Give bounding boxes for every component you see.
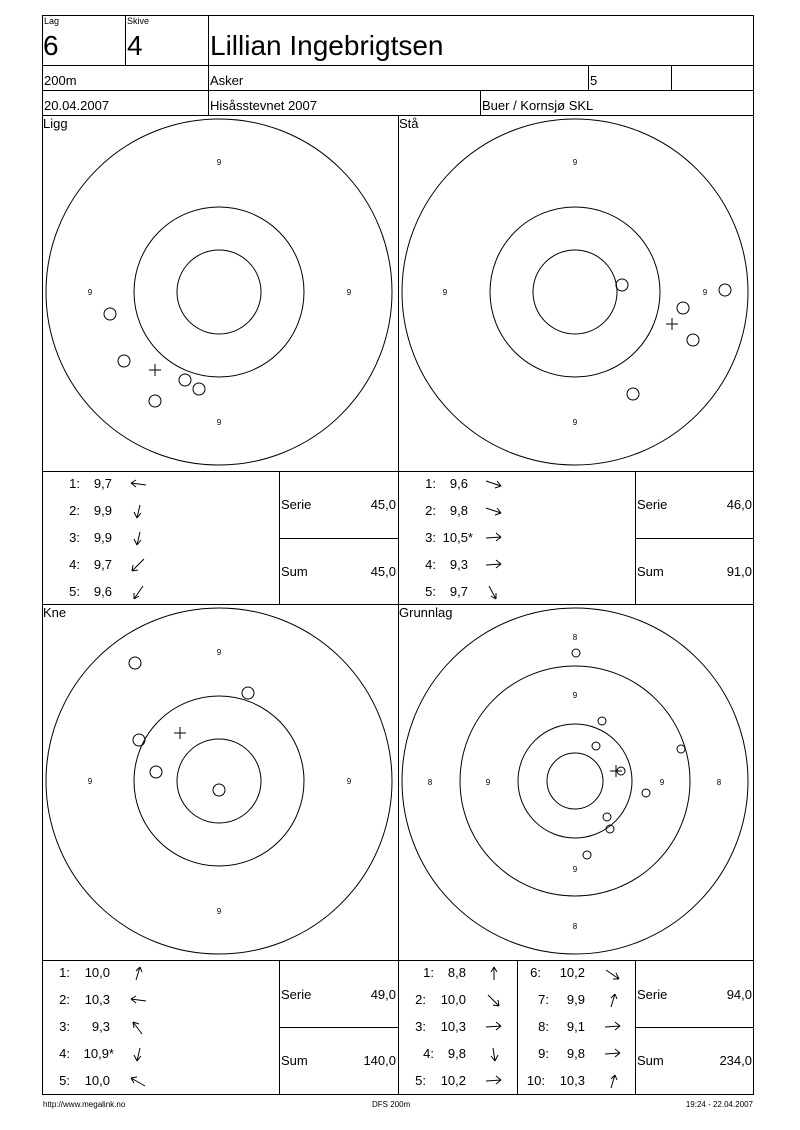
header-divider bbox=[125, 15, 126, 65]
arrow-left-icon bbox=[128, 992, 148, 1008]
header-divider bbox=[671, 65, 672, 90]
arrow-up-left-icon bbox=[128, 1073, 148, 1089]
serie-value: 46,0 bbox=[726, 497, 752, 512]
shot-value: 9,9 bbox=[93, 530, 112, 545]
ring-label: 8 bbox=[427, 778, 433, 787]
shot-number: 4: bbox=[423, 1046, 434, 1061]
arrow-down-right-icon bbox=[603, 965, 623, 981]
shot-number: 5: bbox=[415, 1073, 426, 1088]
sum-value: 234,0 bbox=[719, 1053, 752, 1068]
sum-value: 140,0 bbox=[363, 1053, 396, 1068]
distance: 200m bbox=[44, 73, 77, 88]
shot-hole bbox=[687, 334, 699, 346]
shot-row bbox=[400, 582, 630, 602]
shot-row bbox=[44, 1071, 274, 1091]
arrow-down-left-icon bbox=[128, 584, 148, 600]
arrow-right-icon bbox=[484, 530, 504, 546]
shot-number: 2: bbox=[59, 992, 70, 1007]
shot-row bbox=[400, 555, 630, 575]
shot-row bbox=[44, 1044, 274, 1064]
group-center-marker bbox=[149, 364, 161, 376]
target-ring-outer bbox=[46, 119, 392, 465]
ring-label: 9 bbox=[216, 158, 222, 167]
shot-number: 4: bbox=[59, 1046, 70, 1061]
shot-number: 5: bbox=[59, 1073, 70, 1088]
arrow-right-icon bbox=[484, 503, 504, 519]
shot-number: 6: bbox=[530, 965, 541, 980]
header-divider bbox=[208, 15, 209, 115]
ring-label: 9 bbox=[572, 865, 578, 874]
shot-number: 3: bbox=[59, 1019, 70, 1034]
shot-row bbox=[44, 474, 274, 494]
shot-value: 10,0 bbox=[84, 1073, 110, 1088]
arrow-up-icon bbox=[128, 965, 148, 981]
arrow-down-icon bbox=[128, 1046, 148, 1062]
arrow-up-icon bbox=[603, 1073, 623, 1089]
range-name: Buer / Kornsjø SKL bbox=[482, 98, 594, 113]
shot-row bbox=[400, 990, 515, 1010]
scorebox-divider bbox=[279, 1027, 399, 1028]
target-ring-inner bbox=[547, 753, 603, 809]
shot-row bbox=[400, 1044, 515, 1064]
ring-label: 9 bbox=[216, 648, 222, 657]
shot-number: 10: bbox=[526, 1073, 545, 1088]
arrow-up-icon bbox=[484, 965, 504, 981]
shot-hole bbox=[592, 742, 600, 750]
arrow-down-left-icon bbox=[128, 557, 148, 573]
shot-hole bbox=[242, 687, 254, 699]
shot-value: 9,7 bbox=[93, 476, 112, 491]
target-ring-outer bbox=[402, 119, 748, 465]
shot-value: 10,3 bbox=[84, 992, 110, 1007]
lag-value: 6 bbox=[43, 30, 59, 61]
target-ring-inner bbox=[177, 250, 261, 334]
header-divider bbox=[480, 90, 481, 115]
target-ligg bbox=[42, 115, 399, 471]
skive-value: 4 bbox=[127, 30, 143, 61]
target-grunnlag bbox=[398, 604, 754, 960]
target-ring-inner bbox=[177, 739, 261, 823]
shot-row bbox=[44, 1017, 274, 1037]
shot-row bbox=[519, 1071, 633, 1091]
shot-number: 2: bbox=[415, 992, 426, 1007]
arrow-right-icon bbox=[603, 1019, 623, 1035]
shot-value: 10,0 bbox=[84, 965, 110, 980]
shot-number: 5: bbox=[425, 584, 436, 599]
shot-value: 9,7 bbox=[449, 584, 468, 599]
ring-label: 8 bbox=[572, 633, 578, 642]
ring-label: 9 bbox=[659, 778, 665, 787]
shot-hole bbox=[129, 657, 141, 669]
shot-value: 10,2 bbox=[559, 965, 585, 980]
arrow-right-icon bbox=[484, 476, 504, 492]
sum-label: Sum bbox=[281, 564, 308, 579]
club: Asker bbox=[210, 73, 244, 88]
panel-title-kne: Kne bbox=[43, 605, 67, 620]
arrow-down-right-icon bbox=[484, 584, 504, 600]
serie-label: Serie bbox=[637, 987, 668, 1002]
shot-hole bbox=[118, 355, 130, 367]
serie-value: 49,0 bbox=[370, 987, 396, 1002]
target-ring-inner bbox=[533, 250, 617, 334]
shot-hole bbox=[719, 284, 731, 296]
ring-label: 9 bbox=[572, 158, 578, 167]
shot-row bbox=[519, 1044, 633, 1064]
serie-value: 94,0 bbox=[726, 987, 752, 1002]
ring-label: 9 bbox=[572, 418, 578, 427]
sum-label: Sum bbox=[281, 1053, 308, 1068]
bottom-border bbox=[42, 1094, 754, 1095]
shot-value: 9,8 bbox=[447, 1046, 466, 1061]
shot-number: 4: bbox=[425, 557, 436, 572]
group-center-marker bbox=[666, 318, 678, 330]
serie-label: Serie bbox=[281, 497, 312, 512]
shot-row bbox=[44, 990, 274, 1010]
shot-row bbox=[44, 555, 274, 575]
target-ring bbox=[518, 724, 632, 838]
shot-hole bbox=[133, 734, 145, 746]
shot-row bbox=[400, 501, 630, 521]
shot-row bbox=[400, 1017, 515, 1037]
shot-number: 2: bbox=[69, 503, 80, 518]
ring-label: 9 bbox=[216, 418, 222, 427]
class: 5 bbox=[590, 73, 598, 88]
arrow-right-icon bbox=[484, 1073, 504, 1089]
arrow-right-icon bbox=[603, 1046, 623, 1062]
target-ring bbox=[490, 207, 660, 377]
shot-hole bbox=[572, 649, 580, 657]
panel-title-grunnlag: Grunnlag bbox=[399, 605, 453, 620]
shot-value: 9,8 bbox=[449, 503, 468, 518]
footer-program: DFS 200m bbox=[372, 1100, 411, 1109]
shot-hole bbox=[149, 395, 161, 407]
shot-value: 9,8 bbox=[566, 1046, 585, 1061]
shot-value: 9,6 bbox=[449, 476, 468, 491]
arrow-up-left-icon bbox=[128, 1019, 148, 1035]
shot-value: 9,9 bbox=[566, 992, 585, 1007]
footer-url: http://www.megalink.no bbox=[43, 1100, 126, 1109]
ring-label: 9 bbox=[87, 288, 93, 297]
panel-title-ligg: Ligg bbox=[43, 116, 68, 131]
target-sta bbox=[398, 115, 754, 471]
shot-number: 1: bbox=[59, 965, 70, 980]
shot-row bbox=[400, 474, 630, 494]
date: 20.04.2007 bbox=[44, 98, 110, 113]
shot-number: 1: bbox=[425, 476, 436, 491]
shooter-name: Lillian Ingebrigtsen bbox=[210, 30, 444, 61]
ring-label: 8 bbox=[716, 778, 722, 787]
skive-label: Skive bbox=[127, 16, 150, 26]
shot-row bbox=[400, 1071, 515, 1091]
target-ring bbox=[134, 207, 304, 377]
shot-hole bbox=[677, 302, 689, 314]
arrow-down-icon bbox=[484, 1046, 504, 1062]
arrow-down-right-icon bbox=[484, 992, 504, 1008]
target-ring bbox=[134, 696, 304, 866]
arrow-down-icon bbox=[128, 503, 148, 519]
shot-hole bbox=[616, 279, 628, 291]
ring-label: 8 bbox=[572, 922, 578, 931]
sum-value: 91,0 bbox=[726, 564, 752, 579]
arrow-right-icon bbox=[484, 1019, 504, 1035]
target-kne bbox=[42, 604, 399, 960]
ring-label: 9 bbox=[87, 777, 93, 786]
shot-value: 9,9 bbox=[93, 503, 112, 518]
serie-label: Serie bbox=[637, 497, 668, 512]
shot-number: 1: bbox=[423, 965, 434, 980]
shot-row bbox=[519, 963, 633, 983]
panel-divider bbox=[42, 471, 754, 472]
shot-number: 3: bbox=[69, 530, 80, 545]
shot-number: 7: bbox=[538, 992, 549, 1007]
shot-hole bbox=[642, 789, 650, 797]
shot-row bbox=[519, 1017, 633, 1037]
ring-label: 9 bbox=[346, 288, 352, 297]
shot-row bbox=[400, 963, 515, 983]
shotlist-divider bbox=[517, 960, 518, 1094]
shot-value: 10,2 bbox=[440, 1073, 466, 1088]
serie-value: 45,0 bbox=[370, 497, 396, 512]
header-divider bbox=[42, 65, 754, 66]
shot-number: 2: bbox=[425, 503, 436, 518]
shot-number: 3: bbox=[425, 530, 436, 545]
shot-row bbox=[44, 582, 274, 602]
shot-hole bbox=[598, 717, 606, 725]
shot-hole bbox=[104, 308, 116, 320]
shot-value: 9,3 bbox=[91, 1019, 110, 1034]
shot-hole bbox=[603, 813, 611, 821]
arrow-down-icon bbox=[128, 530, 148, 546]
shot-hole bbox=[627, 388, 639, 400]
ring-label: 9 bbox=[346, 777, 352, 786]
ring-label: 9 bbox=[702, 288, 708, 297]
ring-label: 9 bbox=[485, 778, 491, 787]
target-ring-outer bbox=[402, 608, 748, 954]
shot-number: 3: bbox=[415, 1019, 426, 1034]
shot-hole bbox=[150, 766, 162, 778]
shot-hole bbox=[179, 374, 191, 386]
shot-hole bbox=[583, 851, 591, 859]
serie-label: Serie bbox=[281, 987, 312, 1002]
arrow-right-icon bbox=[484, 557, 504, 573]
arrow-up-icon bbox=[603, 992, 623, 1008]
sum-label: Sum bbox=[637, 564, 664, 579]
panel-title-sta: Stå bbox=[399, 116, 419, 131]
sum-value: 45,0 bbox=[370, 564, 396, 579]
ring-label: 9 bbox=[216, 907, 222, 916]
event-name: Hisåsstevnet 2007 bbox=[210, 98, 317, 113]
shot-value: 10,3 bbox=[559, 1073, 585, 1088]
header-divider bbox=[588, 65, 589, 90]
lag-label: Lag bbox=[44, 16, 60, 26]
shot-number: 1: bbox=[69, 476, 80, 491]
ring-label: 9 bbox=[572, 691, 578, 700]
target-ring bbox=[460, 666, 690, 896]
shot-row bbox=[44, 528, 274, 548]
arrow-left-icon bbox=[128, 476, 148, 492]
shot-row bbox=[400, 528, 630, 548]
scorebox-divider bbox=[279, 538, 399, 539]
scorebox-divider bbox=[635, 1027, 754, 1028]
shot-value: 10,0 bbox=[440, 992, 466, 1007]
header-divider bbox=[42, 90, 754, 91]
shot-number: 4: bbox=[69, 557, 80, 572]
shot-hole bbox=[677, 745, 685, 753]
shot-value: 9,6 bbox=[93, 584, 112, 599]
group-center-marker bbox=[174, 727, 186, 739]
footer-timestamp: 19:24 - 22.04.2007 bbox=[685, 1100, 753, 1109]
shot-value: 10,9* bbox=[83, 1046, 114, 1061]
shot-hole bbox=[193, 383, 205, 395]
shot-row bbox=[44, 963, 274, 983]
shot-value: 8,8 bbox=[447, 965, 466, 980]
target-ring-outer bbox=[46, 608, 392, 954]
panel-divider bbox=[42, 960, 754, 961]
shot-value: 9,7 bbox=[93, 557, 112, 572]
shot-number: 8: bbox=[538, 1019, 549, 1034]
shot-value: 9,3 bbox=[449, 557, 468, 572]
ring-label: 9 bbox=[442, 288, 448, 297]
shot-row bbox=[519, 990, 633, 1010]
shot-hole bbox=[213, 784, 225, 796]
shot-row bbox=[44, 501, 274, 521]
shot-value: 9,1 bbox=[566, 1019, 585, 1034]
shot-value: 10,3 bbox=[440, 1019, 466, 1034]
sum-label: Sum bbox=[637, 1053, 664, 1068]
shot-value: 10,5* bbox=[442, 530, 473, 545]
scorebox-divider bbox=[635, 538, 754, 539]
shot-number: 9: bbox=[538, 1046, 549, 1061]
shot-number: 5: bbox=[69, 584, 80, 599]
